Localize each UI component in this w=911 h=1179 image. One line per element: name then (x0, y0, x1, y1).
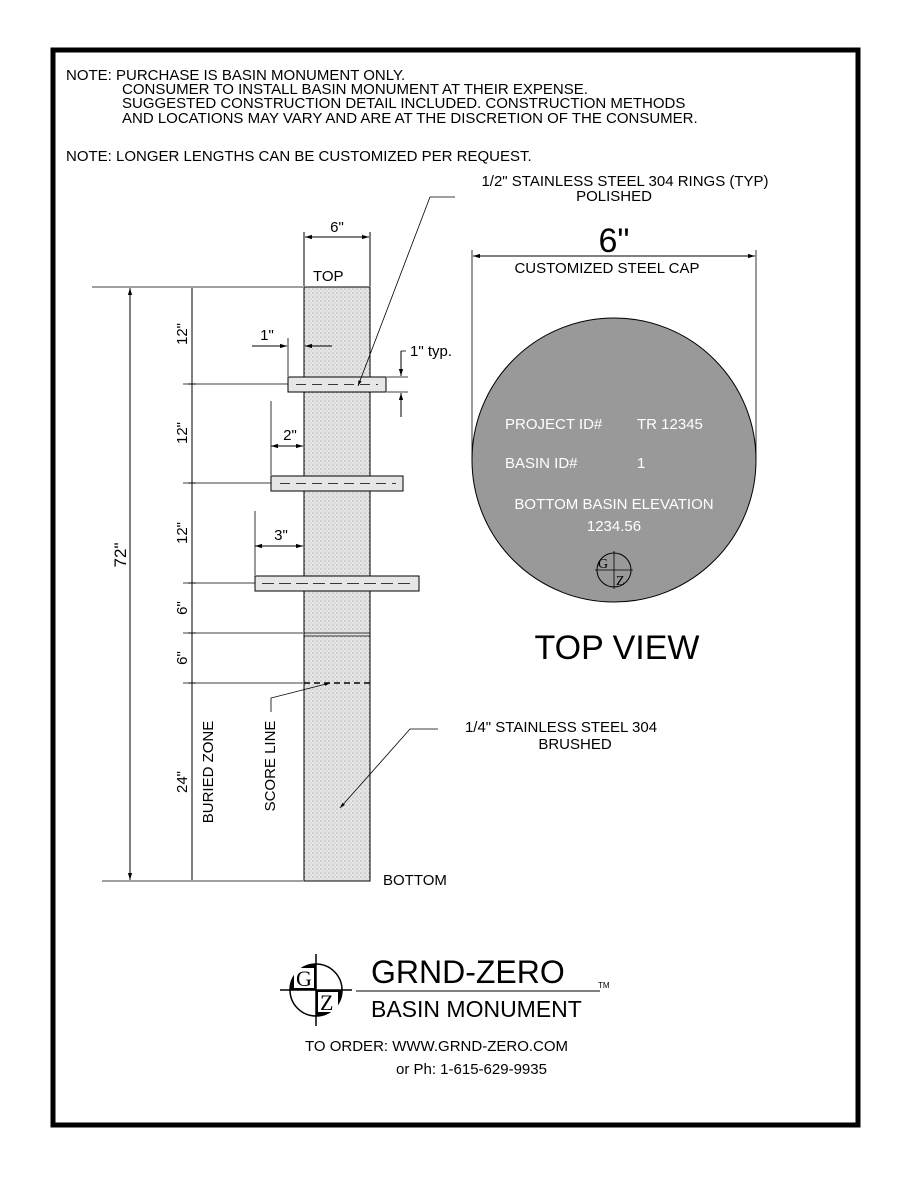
segment-dim-6: 24" (174, 770, 191, 794)
ring-3 (255, 576, 419, 591)
note-2: NOTE: LONGER LENGTHS CAN BE CUSTOMIZED PER REQUEST. (66, 148, 532, 165)
product-name: BASIN MONUMENT (371, 996, 582, 1022)
cap-logo-g: G (598, 557, 609, 572)
elevation-value: 1234.56 (586, 518, 642, 535)
basin-id-label: BASIN ID# (505, 455, 578, 472)
segment-dim-2: 12" (174, 421, 191, 445)
brand-logo-icon (280, 954, 352, 1026)
note-1-line-2: CONSUMER TO INSTALL BASIN MONUMENT AT THEIR EXPENSE. (122, 81, 588, 98)
ring-2 (271, 476, 403, 491)
cap-diameter-label: 6" (598, 222, 630, 260)
body-callout-line-1: 1/4" STAINLESS STEEL 304 (464, 719, 658, 736)
score-line-label: SCORE LINE (262, 720, 279, 812)
ring-3-offset-label: 3" (274, 527, 288, 544)
brand-name: GRND-ZERO (371, 954, 565, 990)
buried-zone-label: BURIED ZONE (200, 720, 217, 824)
top-view-title: TOP VIEW (534, 629, 700, 667)
note-1: NOTE: PURCHASE IS BASIN MONUMENT ONLY. (66, 67, 406, 84)
ring-2-offset-label: 2" (283, 427, 297, 444)
note-1-line-3: SUGGESTED CONSTRUCTION DETAIL INCLUDED. CONSTRUCTION METHODS (122, 95, 686, 112)
basin-id-value: 1 (637, 455, 646, 472)
brand-logo-g: G (296, 966, 312, 991)
phone-text: or Ph: 1-615-629-9935 (396, 1061, 547, 1078)
ring-thickness-label: 1" typ. (410, 343, 453, 360)
ring-1 (288, 377, 386, 392)
elevation-label: BOTTOM BASIN ELEVATION (514, 496, 714, 513)
project-id-label: PROJECT ID# (505, 416, 603, 433)
segment-dim-4: 6" (174, 601, 191, 615)
brand-logo-z: Z (320, 990, 334, 1015)
bottom-label: BOTTOM (383, 872, 447, 889)
overall-dim-label: 72" (111, 542, 130, 568)
cap-label: CUSTOMIZED STEEL CAP (514, 260, 700, 277)
segment-dim-1: 12" (174, 322, 191, 346)
top-label: TOP (313, 268, 344, 285)
order-text: TO ORDER: WWW.GRND-ZERO.COM (305, 1038, 569, 1055)
cap-logo-z: Z (616, 574, 625, 589)
note-1-line-4: AND LOCATIONS MAY VARY AND ARE AT THE DISCRETION OF THE CONSUMER. (122, 110, 698, 127)
brand-trademark: TM (598, 981, 610, 990)
width-dim-label: 6" (330, 219, 344, 236)
ring-callout-line-1: 1/2" STAINLESS STEEL 304 RINGS (TYP) (481, 173, 769, 190)
segment-dim-3: 12" (174, 521, 191, 545)
body-callout-line-2: BRUSHED (538, 736, 612, 753)
ring-callout-line-2: POLISHED (576, 188, 652, 205)
project-id-value: TR 12345 (637, 416, 703, 433)
ring-1-offset-label: 1" (260, 327, 274, 344)
segment-dim-5: 6" (174, 651, 191, 665)
